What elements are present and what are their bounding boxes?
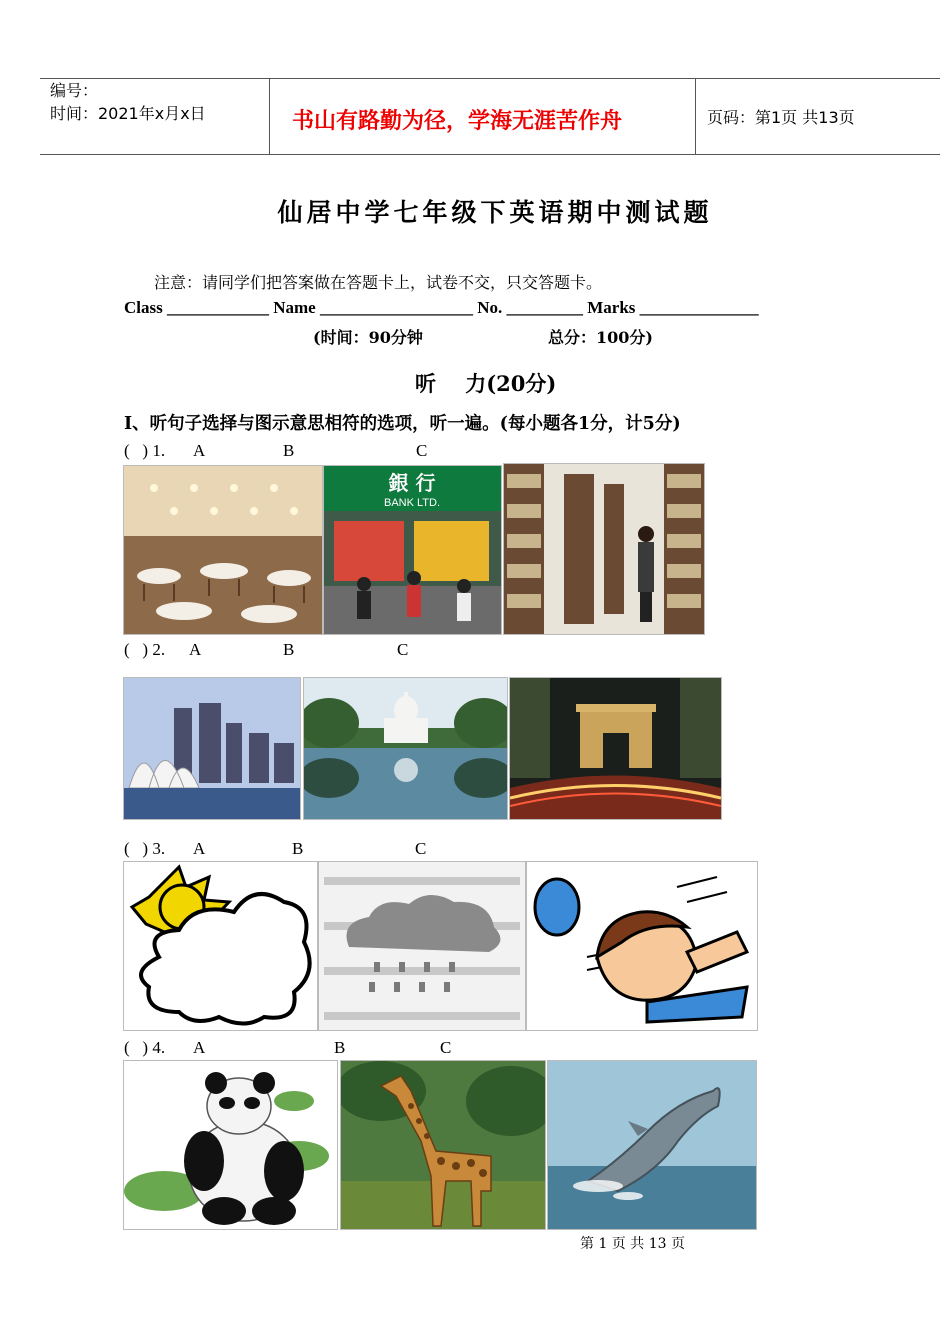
question-3-option-a: A [193, 839, 206, 858]
question-2-option-a: A [189, 640, 202, 659]
section-title: 听 力(20分) [415, 371, 557, 396]
instruction: I、听句子选择与图示意思相符的选项，听一遍。(每小题各1分，计5分) [124, 414, 681, 434]
bank-sign-chars: 銀 行 [388, 471, 436, 495]
rainy-image [318, 861, 526, 1031]
header-bottom-rule [40, 154, 940, 155]
bank-sign-latin: BANK LTD. [383, 497, 441, 509]
restaurant-image [123, 465, 323, 635]
motto: 书山有路勤为径，学海无涯苦作舟 [292, 108, 623, 134]
giraffe-image [340, 1060, 546, 1230]
us-capitol-image [303, 677, 508, 820]
panda-image [123, 1060, 338, 1230]
question-1-option-a: A [193, 441, 206, 460]
page-title: 仙居中学七年级下英语期中测试题 [277, 198, 713, 227]
library-image [503, 463, 705, 635]
time-line: (时间：90分钟 [313, 328, 423, 347]
class-line: Class ____________ Name __________________ No. _________ Marks ______________ [124, 298, 759, 317]
header-divider-2 [695, 78, 696, 155]
arc-de-triomphe-image [509, 677, 722, 820]
question-1-option-c: C [416, 441, 428, 460]
serial-label: 编号： [50, 81, 99, 100]
notice: 注意：请同学们把答案做在答题卡上，试卷不交，只交答题卡。 [154, 273, 603, 292]
score-line: 总分：100分) [548, 328, 653, 347]
dolphin-image [547, 1060, 757, 1230]
question-4-label: ( ) 4. [124, 1038, 166, 1057]
header-top-rule [40, 78, 940, 79]
date-label: 时间：2021年x月x日 [50, 104, 206, 123]
question-4-option-b: B [334, 1038, 346, 1057]
question-1-option-b: B [283, 441, 295, 460]
question-2-label: ( ) 2. [124, 640, 166, 659]
sydney-opera-house-image [123, 677, 301, 820]
header-divider-1 [269, 78, 270, 155]
question-1-label: ( ) 1. [124, 441, 166, 460]
page-label: 页码：第1页 共13页 [707, 108, 855, 127]
question-4-option-c: C [440, 1038, 452, 1057]
question-3-option-c: C [415, 839, 427, 858]
windy-boy-image [526, 861, 758, 1031]
sunny-cloudy-image [123, 861, 318, 1031]
question-4-option-a: A [193, 1038, 206, 1057]
bank-image [323, 465, 502, 635]
page-footer: 第 1 页 共 13 页 [580, 1236, 685, 1252]
question-3-option-b: B [292, 839, 304, 858]
question-3-label: ( ) 3. [124, 839, 166, 858]
question-2-option-c: C [397, 640, 409, 659]
question-2-option-b: B [283, 640, 295, 659]
